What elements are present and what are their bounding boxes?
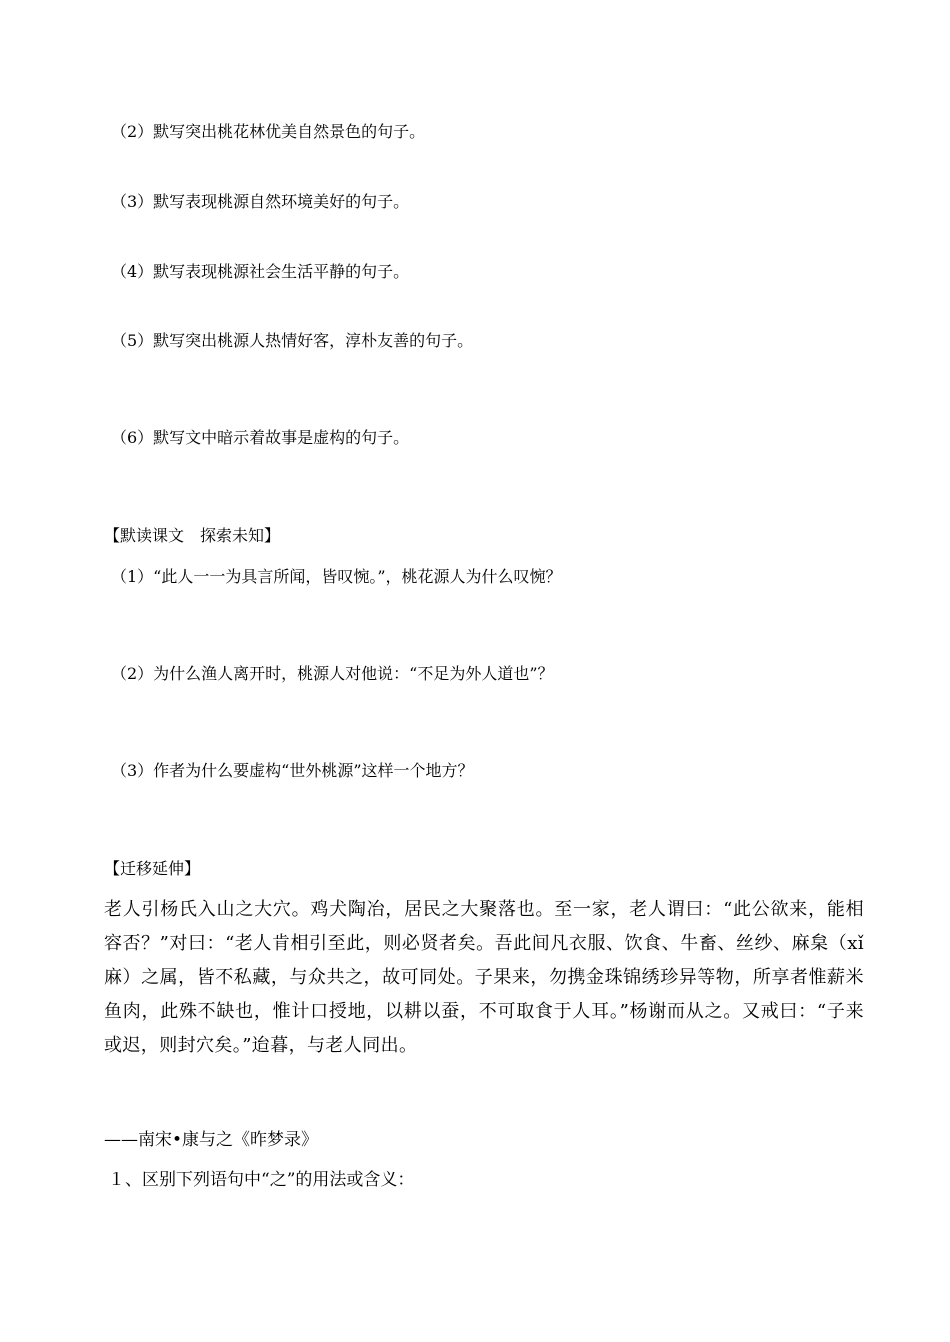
section-heading: 【默读课文 探索未知】 bbox=[104, 526, 281, 545]
question-item: （2）为什么渔人离开时，桃源人对他说：“不足为外人道也”？ bbox=[111, 664, 554, 683]
question-item: （6）默写文中暗示着故事是虚构的句子。 bbox=[111, 428, 410, 447]
question-item: （2）默写突出桃花林优美自然景色的句子。 bbox=[111, 122, 426, 141]
question-item: （5）默写突出桃源人热情好客，淳朴友善的句子。 bbox=[111, 331, 474, 350]
question-item: （3）默写表现桃源自然环境美好的句子。 bbox=[111, 192, 410, 211]
section-heading: 【迁移延伸】 bbox=[104, 859, 201, 878]
question-item: （4）默写表现桃源社会生活平静的句子。 bbox=[111, 262, 410, 281]
question-item: （1）“此人一一为具言所闻，皆叹惋。”，桃花源人为什么叹惋？ bbox=[111, 567, 562, 586]
exercise-prompt: １、区别下列语句中“之”的用法或含义： bbox=[108, 1170, 415, 1190]
question-item: （3）作者为什么要虚构“世外桃源”这样一个地方？ bbox=[111, 761, 474, 780]
reading-passage: 老人引杨氏入山之大穴。鸡犬陶冶，居民之大聚落也。至一家，老人谓曰：“此公欲来，能相容否？”对曰：“老人肯相引至此，则必贤者矣。吾此间凡衣服、饮食、牛畜、丝纱、麻枲（xǐ 麻）之属，皆不私藏，与众共之，故可同处。子果来，勿携金珠锦绣珍异等物，所享者惟薪米鱼肉，此殊不缺也，惟计口授地，以耕以蚕，不可取食于人耳。”杨谢而从之。又戒曰：“子来或迟，则封穴矣。”迨暮，与老人同出。 bbox=[104, 899, 864, 1056]
passage-source: ——南宋•康与之《昨梦录》 bbox=[104, 1130, 319, 1150]
